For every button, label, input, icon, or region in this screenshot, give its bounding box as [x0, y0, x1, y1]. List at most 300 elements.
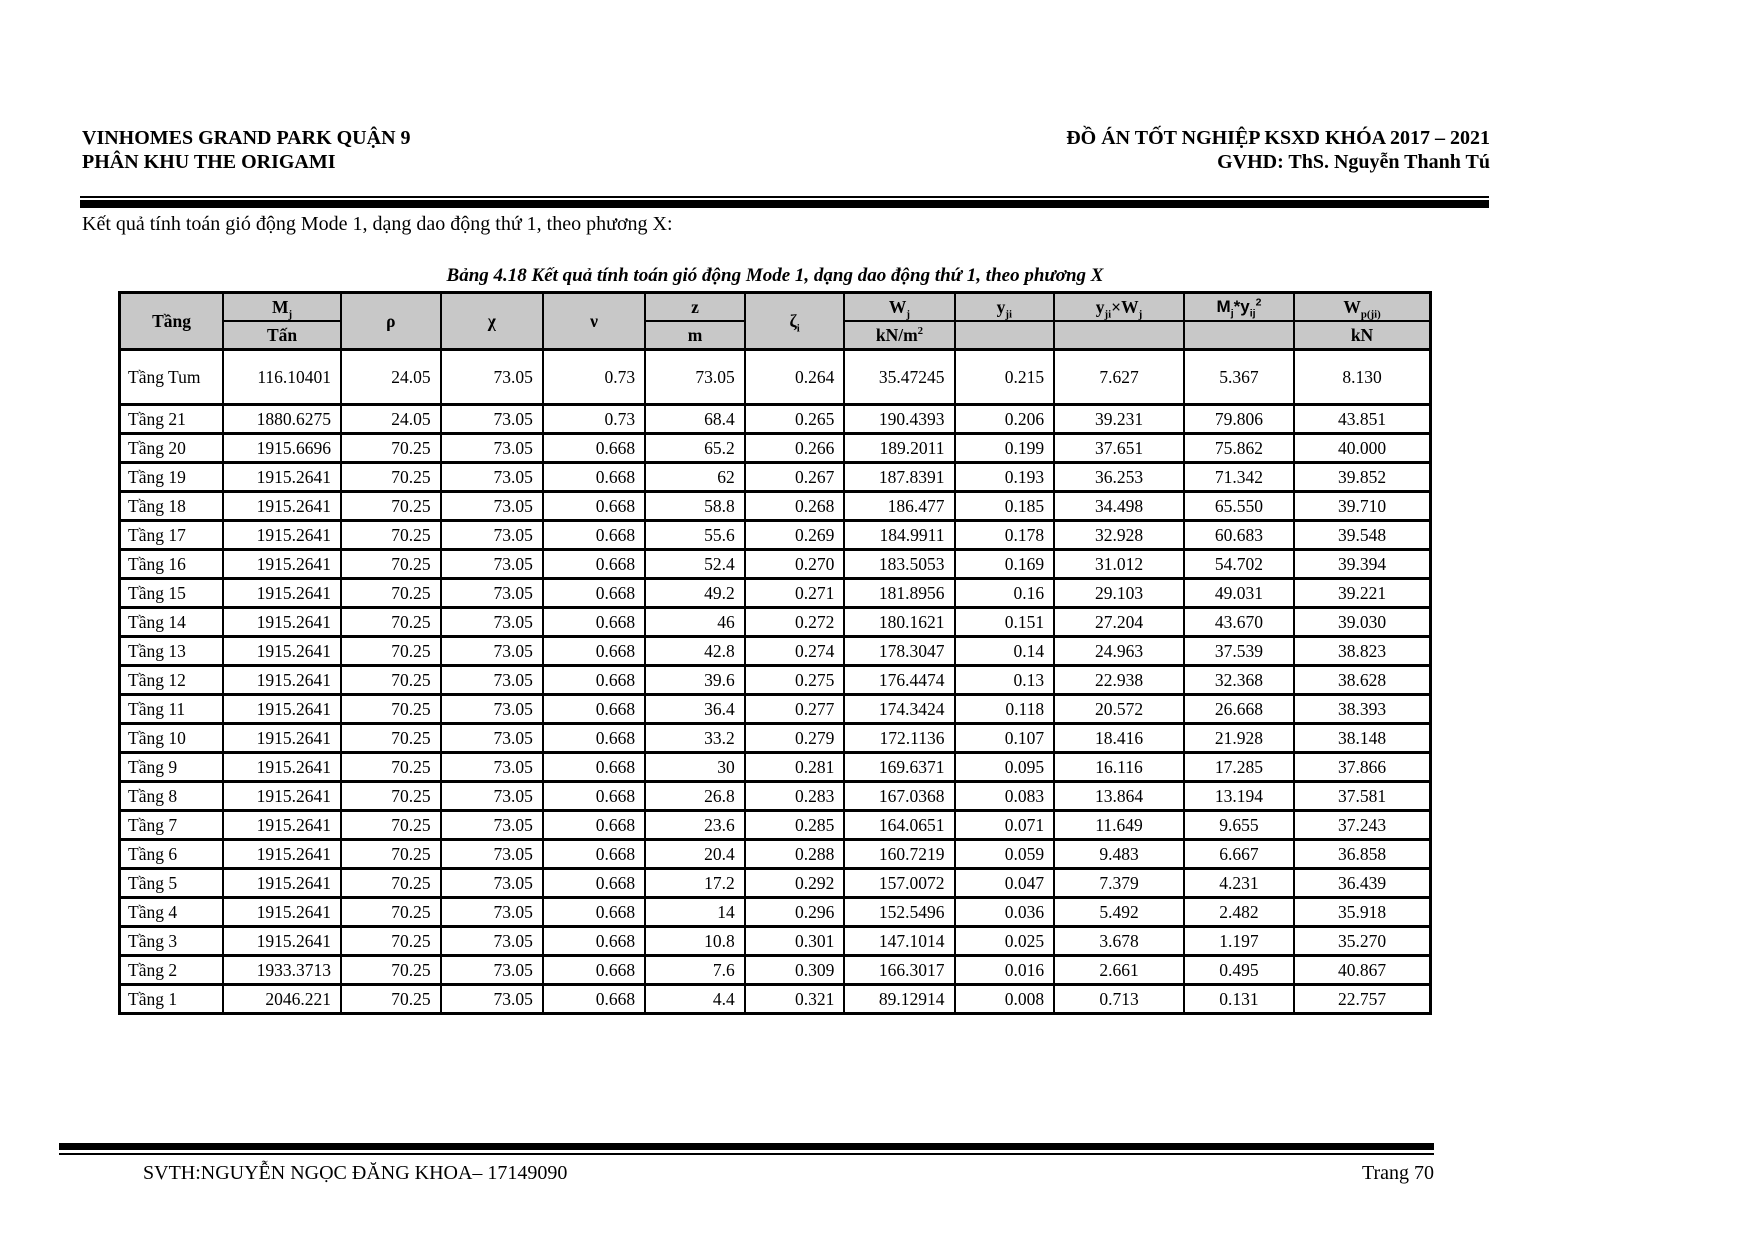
table-cell: 0.095 [955, 753, 1055, 782]
page-footer [143, 1162, 1434, 1185]
table-cell: 34.498 [1054, 492, 1184, 521]
table-cell: 29.103 [1054, 579, 1184, 608]
table-cell: 152.5496 [844, 898, 954, 927]
table-cell: 49.2 [645, 579, 745, 608]
table-cell: 33.2 [645, 724, 745, 753]
table-cell: 0.292 [745, 869, 845, 898]
table-cell: 70.25 [341, 492, 441, 521]
col-header-wpji: $W_{p(ji)}$ [1294, 293, 1430, 322]
table-cell: 30 [645, 753, 745, 782]
table-cell: 73.05 [441, 579, 543, 608]
table-cell: 0.668 [543, 666, 645, 695]
table-cell: 0.288 [745, 840, 845, 869]
table-cell: 3.678 [1054, 927, 1184, 956]
table-cell: 20.4 [645, 840, 745, 869]
table-cell: 70.25 [341, 666, 441, 695]
table-cell: 0.668 [543, 782, 645, 811]
row-label: Tầng 3 [120, 927, 224, 956]
org-subdivision-line: PHÂN KHU THE ORIGAMI [82, 151, 336, 173]
row-label: Tầng 11 [120, 695, 224, 724]
table-cell: 36.4 [645, 695, 745, 724]
table-cell: 23.6 [645, 811, 745, 840]
table-cell: 73.05 [645, 350, 745, 405]
table-row [120, 405, 1431, 434]
table-cell: 8.130 [1294, 350, 1430, 405]
table-cell: 18.416 [1054, 724, 1184, 753]
table-cell: 73.05 [441, 927, 543, 956]
row-label: Tầng 14 [120, 608, 224, 637]
thesis-title-line: ĐỒ ÁN TỐT NGHIỆP KSXD KHÓA 2017 – 2021 [1066, 127, 1490, 149]
table-cell: 164.0651 [844, 811, 954, 840]
table-cell: 70.25 [341, 753, 441, 782]
table-cell: 160.7219 [844, 840, 954, 869]
table-cell: 174.3424 [844, 695, 954, 724]
col-header-zeta: $\zeta_i$ [745, 293, 845, 350]
col-unit-mj: Tấn [223, 321, 341, 350]
table-cell: 70.25 [341, 608, 441, 637]
table-cell: 184.9911 [844, 521, 954, 550]
table-cell: 5.367 [1184, 350, 1294, 405]
table-cell: 73.05 [441, 550, 543, 579]
col-header-yjiwj: $y_{ji}\times W_j$ [1054, 293, 1184, 322]
table-cell: 0.668 [543, 985, 645, 1014]
table-cell: 39.852 [1294, 463, 1430, 492]
row-label: Tầng 20 [120, 434, 224, 463]
row-label: Tầng 5 [120, 869, 224, 898]
row-label: Tầng 4 [120, 898, 224, 927]
table-cell: 1915.2641 [223, 724, 341, 753]
table-cell: 70.25 [341, 550, 441, 579]
col-unit-mjyij2 [1184, 321, 1294, 350]
table-cell: 2046.221 [223, 985, 341, 1014]
row-label: Tầng 18 [120, 492, 224, 521]
table-cell: 55.6 [645, 521, 745, 550]
table-cell: 1915.2641 [223, 492, 341, 521]
table-cell: 39.394 [1294, 550, 1430, 579]
table-row [120, 492, 1431, 521]
row-label: Tầng 17 [120, 521, 224, 550]
header-row-1 [120, 293, 1431, 322]
col-unit-wj: $kN/m^2$ [844, 321, 954, 350]
row-label: Tầng 13 [120, 637, 224, 666]
row-label: Tầng 19 [120, 463, 224, 492]
table-cell: 0.668 [543, 898, 645, 927]
table-cell: 70.25 [341, 637, 441, 666]
table-cell: 35.918 [1294, 898, 1430, 927]
table-cell: 0.269 [745, 521, 845, 550]
table-cell: 0.281 [745, 753, 845, 782]
table-cell: 0.495 [1184, 956, 1294, 985]
row-label: Tầng 21 [120, 405, 224, 434]
table-cell: 0.264 [745, 350, 845, 405]
table-cell: 73.05 [441, 637, 543, 666]
row-label: Tầng 7 [120, 811, 224, 840]
table-cell: 39.6 [645, 666, 745, 695]
header-divider-rule [80, 196, 1489, 208]
table-cell: 167.0368 [844, 782, 954, 811]
table-cell: 70.25 [341, 782, 441, 811]
table-cell: 62 [645, 463, 745, 492]
table-cell: 0.668 [543, 492, 645, 521]
table-row [120, 608, 1431, 637]
table-cell: 0.13 [955, 666, 1055, 695]
table-row [120, 927, 1431, 956]
table-cell: 14 [645, 898, 745, 927]
table-cell: 37.581 [1294, 782, 1430, 811]
table-cell: 1915.2641 [223, 840, 341, 869]
table-cell: 37.866 [1294, 753, 1430, 782]
table-cell: 1880.6275 [223, 405, 341, 434]
table-cell: 39.030 [1294, 608, 1430, 637]
page-number: Trang 70 [1361, 1162, 1434, 1184]
table-cell: 26.668 [1184, 695, 1294, 724]
table-cell: 0.185 [955, 492, 1055, 521]
table-row [120, 840, 1431, 869]
table-cell: 42.8 [645, 637, 745, 666]
table-cell: 0.275 [745, 666, 845, 695]
table-cell: 0.274 [745, 637, 845, 666]
table-cell: 40.867 [1294, 956, 1430, 985]
table-row [120, 637, 1431, 666]
table-cell: 21.928 [1184, 724, 1294, 753]
table-cell: 0.14 [955, 637, 1055, 666]
col-header-rho: ρ [341, 293, 441, 350]
col-unit-yji [955, 321, 1055, 350]
table-cell: 10.8 [645, 927, 745, 956]
table-cell: 0.668 [543, 869, 645, 898]
table-cell: 37.539 [1184, 637, 1294, 666]
table-row [120, 434, 1431, 463]
table-cell: 70.25 [341, 985, 441, 1014]
table-cell: 176.4474 [844, 666, 954, 695]
table-cell: 0.206 [955, 405, 1055, 434]
table-cell: 58.8 [645, 492, 745, 521]
table-cell: 0.301 [745, 927, 845, 956]
table-cell: 36.253 [1054, 463, 1184, 492]
table-cell: 46 [645, 608, 745, 637]
table-cell: 0.071 [955, 811, 1055, 840]
table-cell: 0.036 [955, 898, 1055, 927]
table-cell: 1915.2641 [223, 521, 341, 550]
table-cell: 70.25 [341, 521, 441, 550]
table-cell: 11.649 [1054, 811, 1184, 840]
table-cell: 1915.2641 [223, 782, 341, 811]
table-cell: 5.492 [1054, 898, 1184, 927]
table-cell: 16.116 [1054, 753, 1184, 782]
table-cell: 70.25 [341, 869, 441, 898]
table-cell: 68.4 [645, 405, 745, 434]
table-cell: 4.4 [645, 985, 745, 1014]
table-cell: 0.283 [745, 782, 845, 811]
table-row [120, 350, 1431, 405]
table-cell: 73.05 [441, 434, 543, 463]
table-row [120, 782, 1431, 811]
table-cell: 0.279 [745, 724, 845, 753]
table-cell: 0.215 [955, 350, 1055, 405]
table-cell: 0.668 [543, 608, 645, 637]
table-row [120, 550, 1431, 579]
table-cell: 0.083 [955, 782, 1055, 811]
table-cell: 73.05 [441, 840, 543, 869]
table-cell: 35.47245 [844, 350, 954, 405]
table-cell: 0.016 [955, 956, 1055, 985]
table-cell: 1915.2641 [223, 811, 341, 840]
table-cell: 22.757 [1294, 985, 1430, 1014]
table-cell: 38.148 [1294, 724, 1430, 753]
table-cell: 27.204 [1054, 608, 1184, 637]
table-row [120, 956, 1431, 985]
table-cell: 73.05 [441, 463, 543, 492]
table-cell: 73.05 [441, 666, 543, 695]
table-cell: 35.270 [1294, 927, 1430, 956]
table-cell: 1915.2641 [223, 695, 341, 724]
table-cell: 73.05 [441, 695, 543, 724]
table-cell: 1915.2641 [223, 637, 341, 666]
table-cell: 2.661 [1054, 956, 1184, 985]
table-cell: 0.668 [543, 753, 645, 782]
table-row [120, 985, 1431, 1014]
table-cell: 70.25 [341, 434, 441, 463]
table-cell: 73.05 [441, 521, 543, 550]
table-cell: 0.265 [745, 405, 845, 434]
table-cell: 1915.2641 [223, 869, 341, 898]
table-cell: 0.668 [543, 956, 645, 985]
row-label: Tầng 15 [120, 579, 224, 608]
table-cell: 0.668 [543, 521, 645, 550]
table-cell: 65.2 [645, 434, 745, 463]
table-cell: 13.864 [1054, 782, 1184, 811]
table-cell: 186.477 [844, 492, 954, 521]
table-cell: 0.107 [955, 724, 1055, 753]
table-cell: 73.05 [441, 405, 543, 434]
wind-load-table [118, 291, 1432, 1015]
table-cell: 181.8956 [844, 579, 954, 608]
col-unit-wpji: kN [1294, 321, 1430, 350]
row-label: Tầng 8 [120, 782, 224, 811]
table-cell: 37.651 [1054, 434, 1184, 463]
table-cell: 0.047 [955, 869, 1055, 898]
table-cell: 180.1621 [844, 608, 954, 637]
col-header-chi: χ [441, 293, 543, 350]
org-name-line: VINHOMES GRAND PARK QUẬN 9 [82, 127, 411, 149]
table-cell: 0.008 [955, 985, 1055, 1014]
table-cell: 0.73 [543, 405, 645, 434]
table-cell: 1915.2641 [223, 608, 341, 637]
table-cell: 4.231 [1184, 869, 1294, 898]
table-cell: 6.667 [1184, 840, 1294, 869]
table-cell: 0.266 [745, 434, 845, 463]
table-cell: 38.393 [1294, 695, 1430, 724]
row-label: Tầng 10 [120, 724, 224, 753]
table-cell: 1915.2641 [223, 550, 341, 579]
table-cell: 0.309 [745, 956, 845, 985]
table-cell: 73.05 [441, 608, 543, 637]
table-cell: 24.963 [1054, 637, 1184, 666]
table-cell: 116.10401 [223, 350, 341, 405]
table-cell: 1915.2641 [223, 898, 341, 927]
table-cell: 0.118 [955, 695, 1055, 724]
table-cell: 70.25 [341, 956, 441, 985]
col-header-tang: Tầng [120, 293, 224, 350]
table-cell: 70.25 [341, 811, 441, 840]
student-id-text: SVTH:NGUYỄN NGỌC ĐĂNG KHOA– 17149090 [143, 1162, 568, 1184]
table-cell: 0.268 [745, 492, 845, 521]
table-cell: 1.197 [1184, 927, 1294, 956]
table-cell: 49.031 [1184, 579, 1294, 608]
table-cell: 0.277 [745, 695, 845, 724]
table-cell: 24.05 [341, 405, 441, 434]
table-cell: 183.5053 [844, 550, 954, 579]
table-cell: 187.8391 [844, 463, 954, 492]
table-cell: 2.482 [1184, 898, 1294, 927]
table-cell: 147.1014 [844, 927, 954, 956]
table-cell: 70.25 [341, 579, 441, 608]
divider-thin-line [59, 1153, 1434, 1155]
table-cell: 1915.6696 [223, 434, 341, 463]
table-cell: 1915.2641 [223, 753, 341, 782]
table-cell: 36.858 [1294, 840, 1430, 869]
table-cell: 52.4 [645, 550, 745, 579]
table-row [120, 695, 1431, 724]
table-cell: 0.668 [543, 550, 645, 579]
table-cell: 0.668 [543, 695, 645, 724]
table-row [120, 666, 1431, 695]
divider-thick-line [59, 1143, 1434, 1150]
table-cell: 73.05 [441, 956, 543, 985]
table-cell: 20.572 [1054, 695, 1184, 724]
table-cell: 75.862 [1184, 434, 1294, 463]
table-cell: 0.668 [543, 724, 645, 753]
table-cell: 73.05 [441, 898, 543, 927]
table-cell: 0.668 [543, 811, 645, 840]
table-cell: 38.628 [1294, 666, 1430, 695]
table-cell: 70.25 [341, 898, 441, 927]
table-row [120, 521, 1431, 550]
table-cell: 79.806 [1184, 405, 1294, 434]
table-cell: 1915.2641 [223, 463, 341, 492]
table-cell: 189.2011 [844, 434, 954, 463]
table-cell: 190.4393 [844, 405, 954, 434]
table-cell: 157.0072 [844, 869, 954, 898]
table-cell: 0.285 [745, 811, 845, 840]
col-header-yji: $y_{ji}$ [955, 293, 1055, 322]
table-row [120, 869, 1431, 898]
table-cell: 73.05 [441, 869, 543, 898]
table-cell: 0.668 [543, 579, 645, 608]
org-header-right [1066, 126, 1490, 174]
table-caption: Bảng 4.18 Kết quả tính toán gió động Mode 1, dạng dao động thứ 1, theo phương X [446, 265, 1104, 286]
table-row [120, 811, 1431, 840]
row-label: Tầng Tum [120, 350, 224, 405]
table-cell: 73.05 [441, 985, 543, 1014]
table-cell: 0.199 [955, 434, 1055, 463]
table-row [120, 753, 1431, 782]
table-cell: 0.16 [955, 579, 1055, 608]
row-label: Tầng 1 [120, 985, 224, 1014]
table-cell: 0.131 [1184, 985, 1294, 1014]
table-cell: 24.05 [341, 350, 441, 405]
table-cell: 73.05 [441, 811, 543, 840]
table-cell: 0.713 [1054, 985, 1184, 1014]
table-cell: 17.2 [645, 869, 745, 898]
table-cell: 0.025 [955, 927, 1055, 956]
table-cell: 39.548 [1294, 521, 1430, 550]
row-label: Tầng 2 [120, 956, 224, 985]
table-cell: 36.439 [1294, 869, 1430, 898]
table-cell: 1915.2641 [223, 666, 341, 695]
table-body [120, 350, 1431, 1014]
table-cell: 172.1136 [844, 724, 954, 753]
table-cell: 7.6 [645, 956, 745, 985]
table-cell: 37.243 [1294, 811, 1430, 840]
table-cell: 0.271 [745, 579, 845, 608]
table-row [120, 463, 1431, 492]
table-cell: 0.668 [543, 463, 645, 492]
table-cell: 26.8 [645, 782, 745, 811]
table-cell: 9.655 [1184, 811, 1294, 840]
table-cell: 73.05 [441, 782, 543, 811]
table-cell: 166.3017 [844, 956, 954, 985]
table-cell: 7.627 [1054, 350, 1184, 405]
intro-paragraph: Kết quả tính toán gió động Mode 1, dạng dao động thứ 1, theo phương X: [82, 213, 673, 235]
table-cell: 0.73 [543, 350, 645, 405]
table-cell: 40.000 [1294, 434, 1430, 463]
table-cell: 9.483 [1054, 840, 1184, 869]
table-cell: 0.151 [955, 608, 1055, 637]
table-cell: 0.178 [955, 521, 1055, 550]
table-row [120, 898, 1431, 927]
table-cell: 1915.2641 [223, 927, 341, 956]
row-label: Tầng 9 [120, 753, 224, 782]
col-unit-z: m [645, 321, 745, 350]
table-cell: 32.368 [1184, 666, 1294, 695]
table-cell: 43.851 [1294, 405, 1430, 434]
table-cell: 0.668 [543, 434, 645, 463]
col-unit-yjiwj [1054, 321, 1184, 350]
table-cell: 1933.3713 [223, 956, 341, 985]
table-cell: 54.702 [1184, 550, 1294, 579]
table-cell: 0.193 [955, 463, 1055, 492]
table-row [120, 579, 1431, 608]
table-cell: 70.25 [341, 695, 441, 724]
table-cell: 39.231 [1054, 405, 1184, 434]
table-cell: 38.823 [1294, 637, 1430, 666]
table-cell: 31.012 [1054, 550, 1184, 579]
table-cell: 0.668 [543, 637, 645, 666]
table-cell: 0.267 [745, 463, 845, 492]
table-cell: 65.550 [1184, 492, 1294, 521]
table-cell: 73.05 [441, 753, 543, 782]
table-cell: 71.342 [1184, 463, 1294, 492]
org-header-left [82, 126, 411, 174]
table-cell: 70.25 [341, 840, 441, 869]
table-cell: 1915.2641 [223, 579, 341, 608]
table-cell: 39.221 [1294, 579, 1430, 608]
col-header-mj: $M_j$ [223, 293, 341, 322]
table-cell: 17.285 [1184, 753, 1294, 782]
table-cell: 89.12914 [844, 985, 954, 1014]
table-cell: 70.25 [341, 463, 441, 492]
row-label: Tầng 12 [120, 666, 224, 695]
row-label: Tầng 6 [120, 840, 224, 869]
table-cell: 43.670 [1184, 608, 1294, 637]
table-cell: 73.05 [441, 724, 543, 753]
table-cell: 0.272 [745, 608, 845, 637]
col-header-z: z [645, 293, 745, 322]
row-label: Tầng 16 [120, 550, 224, 579]
table-cell: 169.6371 [844, 753, 954, 782]
table-cell: 0.169 [955, 550, 1055, 579]
